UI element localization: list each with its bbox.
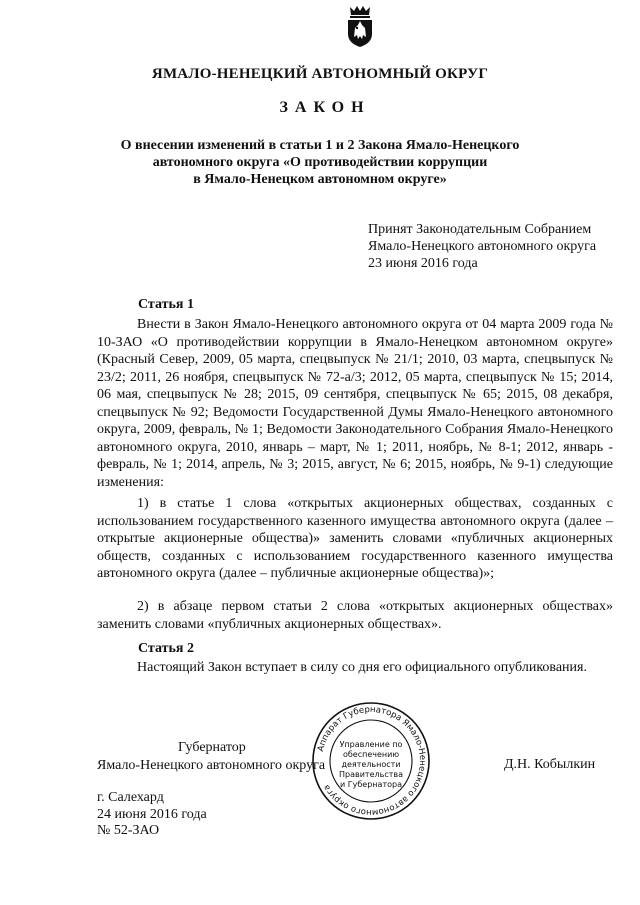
svg-text:деятельности: деятельности — [341, 760, 401, 769]
region-name: ЯМАЛО-НЕНЕЦКИЙ АВТОНОМНЫЙ ОКРУГ — [151, 66, 489, 82]
document-type: ЗАКОН — [279, 99, 371, 116]
article-1-item-1: 1) в статье 1 слова «открытых акционерных обществах, созданных с использованием государственного казенного имущества автономного округа (далее – открытые акционерные общества)» заменить словами «публичных акционерных обществ, созданных с использованием государственного казенного имущества автономного округа (далее – публичные акционерные общества)»; — [97, 496, 613, 581]
signatory-name: Д.Н. Кобылкин — [504, 757, 596, 772]
article-2-heading: Статья 2 — [138, 641, 194, 656]
official-seal — [310, 700, 432, 822]
article-1-intro: Внести в Закон Ямало-Ненецкого автономного округа от 04 марта 2009 года № 10-ЗАО «О противодействии коррупции в Ямало-Ненецком автономном округе» (Красный Север, 2009, 05 марта, спецвыпуск № 21/1; 2010, 03 марта, спецвыпуск № 23/2; 2011, 26 ноября, спецвыпуск № 72-а/3; 2012, 05 марта, спецвыпуск № 15; 2014, 06 мая, спецвыпуск № 28; 2015, 09 сентября, спецвыпуск № 65; 2015, 08 декабря, спецвыпуск № 92; Ведомости Государственной Думы Ямало-Ненецкого автономного округа, 2009, февраль, № 1; Ведомости Законодательного Собрания Ямало-Ненецкого автономного округа, 2010, январь – март, № 1; 2011, ноябрь, № 8-1; 2012, январь - февраль, № 1; 2014, апрель, № 3; 2015, август, № 6; 2015, ноябрь, № 9-1) следующие изменения: — [97, 317, 613, 490]
svg-text:обеспечению: обеспечению — [342, 750, 400, 759]
svg-text:Правительства: Правительства — [339, 770, 403, 779]
document-number: № 52-ЗАО — [97, 823, 160, 838]
document-title — [120, 137, 520, 188]
document-place-date-number — [97, 790, 297, 840]
svg-text:и Губернатора: и Губернатора — [340, 780, 402, 789]
adoption-line: Ямало-Ненецкого автономного округа — [368, 239, 597, 254]
article-1-heading: Статья 1 — [138, 297, 194, 312]
svg-text:Аппарат Губернатора Ямало-Нене: Аппарат Губернатора Ямало-Ненецкого автономного округа — [315, 704, 428, 818]
document-date: 24 июня 2016 года — [97, 806, 207, 822]
signatory-position: Губернатор — [178, 740, 246, 755]
adoption-note — [368, 221, 628, 272]
signatory-region: Ямало-Ненецкого автономного округа — [97, 758, 326, 773]
adoption-date: 23 июня 2016 года — [368, 256, 478, 271]
coat-of-arms-icon — [345, 4, 375, 48]
article-1-item-2: 2) в абзаце первом статьи 2 слова «открытых акционерных обществах» заменить словами «публичных акционерных обществах». — [97, 599, 613, 632]
document-title-line: в Ямало-Ненецком автономном округе» — [193, 172, 447, 187]
article-2-text: Настоящий Закон вступает в силу со дня его официального опубликования. — [137, 660, 587, 675]
adoption-line: Принят Законодательным Собранием — [368, 222, 592, 237]
svg-text:Управление по: Управление по — [339, 740, 403, 749]
document-title-line: О внесении изменений в статьи 1 и 2 Закона Ямало-Ненецкого — [120, 138, 520, 153]
document-place: г. Салехард — [97, 790, 164, 805]
document-title-line: автономного округа «О противодействии коррупции — [152, 155, 488, 170]
